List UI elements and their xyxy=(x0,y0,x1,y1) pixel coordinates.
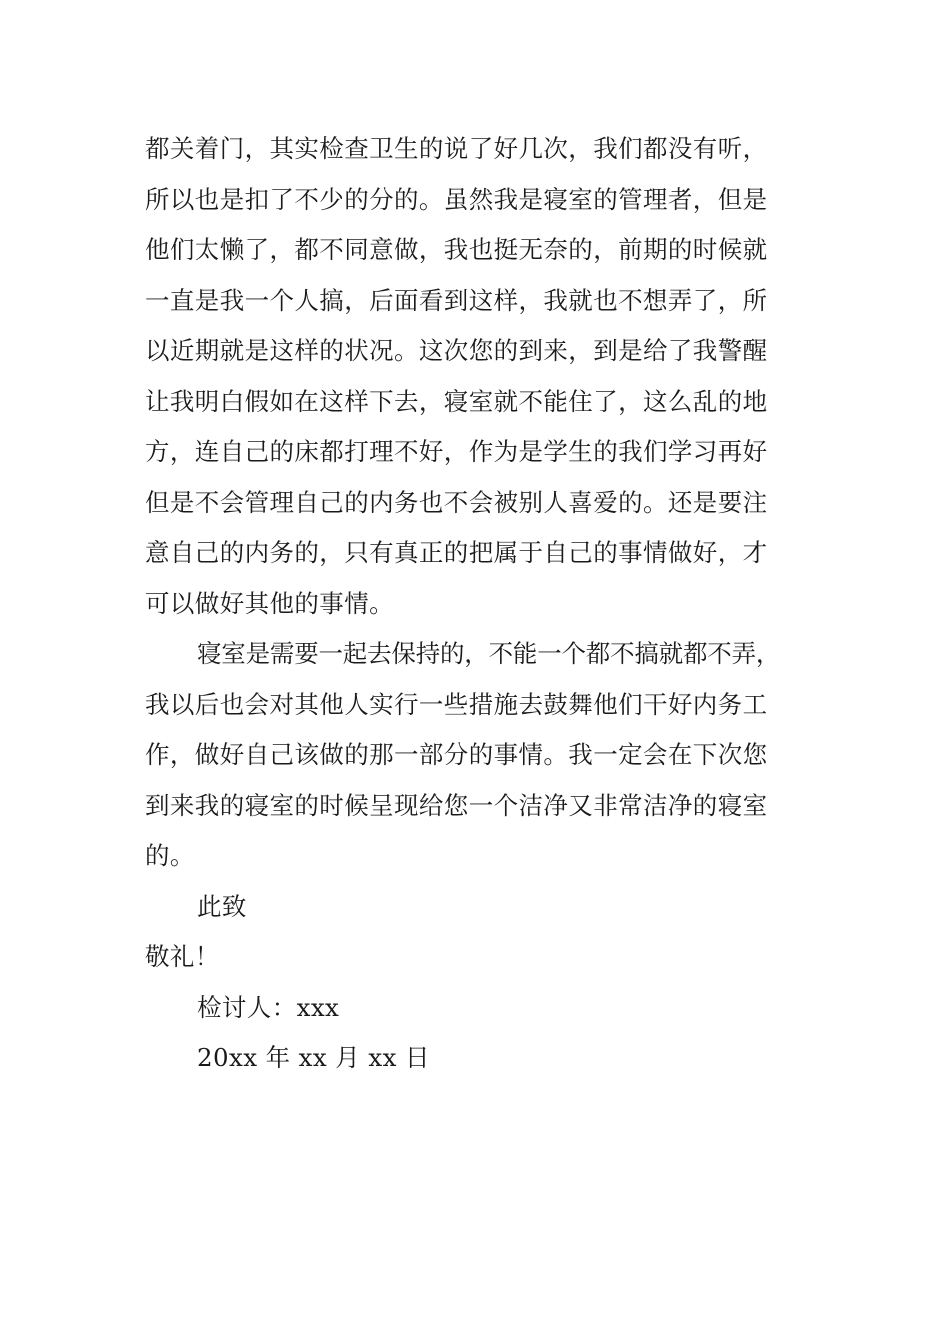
paragraph-2-line-5: 的。 xyxy=(145,841,195,870)
paragraph-1-line-8: 但是不会管理自己的内务也不会被别人喜爱的。还是要注 xyxy=(145,487,768,517)
paragraph-1-line-6: 让我明白假如在这样下去，寝室就不能住了，这么乱的地 xyxy=(145,386,768,416)
closing-salutation-1: 此致 xyxy=(197,891,247,921)
paragraph-2-line-4: 到来我的寝室的时候呈现给您一个洁净又非常洁净的寝室 xyxy=(145,790,768,820)
paragraph-2-line-1: 寝室是需要一起去保持的，不能一个都不搞就都不弄， xyxy=(197,639,781,668)
paragraph-1-line-4: 一直是我一个人搞，后面看到这样，我就也不想弄了，所 xyxy=(145,285,768,315)
paragraph-2-line-2: 我以后也会对其他人实行一些措施去鼓舞他们干好内务工 xyxy=(145,689,768,719)
paragraph-1-line-2: 所以也是扣了不少的分的。虽然我是寝室的管理者，但是 xyxy=(145,184,768,214)
letter-body xyxy=(145,124,807,1084)
paragraph-1-line-9: 意自己的内务的，只有真正的把属于自己的事情做好，才 xyxy=(145,538,768,567)
closing-salutation-2: 敬礼！ xyxy=(145,942,220,971)
paragraph-1-line-10: 可以做好其他的事情。 xyxy=(145,588,394,618)
paragraph-1-line-3: 他们太懒了，都不同意做，我也挺无奈的，前期的时候就 xyxy=(145,235,768,264)
paragraph-2-line-3: 作，做好自己该做的那一部分的事情。我一定会在下次您 xyxy=(145,740,768,769)
date-line: 20xx 年 xx 月 xx 日 xyxy=(197,1043,430,1072)
paragraph-1-line-5: 以近期就是这样的状况。这次您的到来，到是给了我警醒 xyxy=(145,336,768,365)
paragraph-1-line-7: 方，连自己的床都打理不好，作为是学生的我们学习再好 xyxy=(145,437,768,466)
signature-line: 检讨人：xxx xyxy=(197,992,340,1022)
paragraph-1-line-1: 都关着门，其实检查卫生的说了好几次，我们都没有听， xyxy=(145,134,768,163)
